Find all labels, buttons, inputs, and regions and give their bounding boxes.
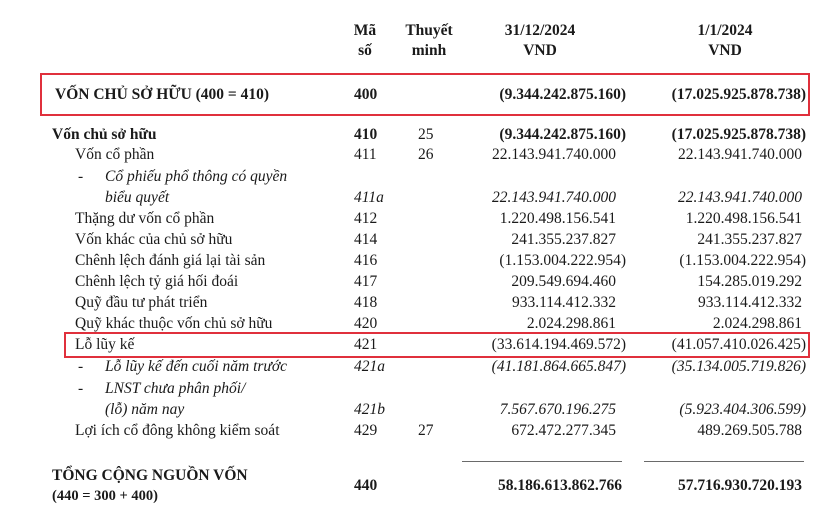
row-label-share-premium: Thặng dư vốn cổ phần [75, 210, 215, 227]
row-value-2023: 489.269.505.788 [697, 422, 802, 439]
row-label-investment-fund: Quỹ đầu tư phát triển [75, 294, 208, 311]
row-value-2024: 2.024.298.861 [526, 315, 616, 332]
row-value-2024: (1.153.004.222.954) [499, 252, 626, 269]
row-dash: - [78, 168, 84, 185]
row-label-accumulated-loss: Lỗ lũy kế [75, 336, 135, 353]
row-value-2024: (9.344.242.875.160) [499, 126, 626, 143]
row-value-2023: (5.923.404.306.599) [679, 401, 806, 418]
row-label-other-capital: Vốn khác của chủ sở hữu [75, 231, 233, 248]
row-note: 26 [418, 146, 434, 163]
row-value-2024: (33.614.194.469.572) [491, 336, 626, 353]
grand-total-code: 440 [354, 477, 378, 494]
row-label-ordinary-shares-line2: biểu quyết [105, 189, 170, 206]
row-value-2023: (1.153.004.222.954) [679, 252, 806, 269]
row-code: 411 [354, 146, 377, 163]
row-code: 414 [354, 231, 378, 248]
header-col-2024-line1: 31/12/2024 [504, 22, 576, 39]
row-value-2024: 933.114.412.332 [511, 294, 616, 311]
row-value-2024: 241.355.237.827 [511, 231, 616, 248]
header-col-2023-line1: 1/1/2024 [697, 22, 753, 39]
row-code: 429 [354, 422, 378, 439]
row-code: 420 [354, 315, 378, 332]
row-value-2024: 7.567.670.196.275 [499, 401, 616, 418]
row-label-current-year-line2: (lỗ) năm nay [105, 401, 185, 418]
row-dash: - [78, 380, 84, 397]
row-label-owners-equity: Vốn chủ sở hữu [52, 126, 157, 143]
row-value-2023: 1.220.498.156.541 [685, 210, 802, 227]
row-code: 416 [354, 252, 378, 269]
row-dash: - [78, 358, 84, 375]
row-code: 417 [354, 273, 378, 290]
row-value-2023: 22.143.941.740.000 [678, 189, 802, 206]
row-label-share-capital: Vốn cổ phần [75, 146, 155, 163]
row-value-2023: (17.025.925.878.738) [671, 126, 806, 143]
row-label-non-controlling-interest: Lợi ích cổ đông không kiểm soát [75, 422, 280, 439]
row-value-2023: 2.024.298.861 [712, 315, 802, 332]
row-value-2024: 22.143.941.740.000 [492, 146, 616, 163]
row-value-2023: 154.285.019.292 [697, 273, 802, 290]
row-value-2024: 209.549.694.460 [511, 273, 616, 290]
row-code: 410 [354, 126, 378, 143]
total-separator-2023 [644, 461, 804, 462]
row-code: 421b [354, 401, 385, 418]
row-value-2024: 672.472.277.345 [511, 422, 616, 439]
row-label-exchange-difference: Chênh lệch tỷ giá hối đoái [75, 273, 239, 290]
grand-total-label-line1: TỔNG CỘNG NGUỒN VỐN [52, 467, 248, 484]
row-code: 411a [354, 189, 384, 206]
header-col-2024-line2: VND [523, 42, 557, 59]
row-value-2024: 1.220.498.156.541 [499, 210, 616, 227]
row-note: 25 [418, 126, 434, 143]
row-label-prior-year-loss: Lỗ lũy kế đến cuối năm trước [105, 358, 288, 375]
grand-total-label-line2: (440 = 300 + 400) [52, 488, 158, 504]
grand-total-value-2024: 58.186.613.862.766 [498, 477, 622, 494]
row-label-current-year-line1: LNST chưa phân phối/ [105, 380, 246, 397]
row-value-2023: 933.114.412.332 [697, 294, 802, 311]
row-code: 418 [354, 294, 378, 311]
row-note: 27 [418, 422, 434, 439]
row-code: 412 [354, 210, 378, 227]
header-code-line2: số [358, 42, 372, 59]
row-code: 421 [354, 336, 378, 353]
grand-total-value-2023: 57.716.930.720.193 [678, 477, 802, 494]
row-value-2023: (35.134.005.719.826) [671, 358, 806, 375]
equity-total-label: VỐN CHỦ SỞ HỮU (400 = 410) [55, 86, 270, 103]
header-col-2023-line2: VND [708, 42, 742, 59]
row-label-other-funds: Quỹ khác thuộc vốn chủ sở hữu [75, 315, 273, 332]
total-separator-2024 [462, 461, 622, 462]
equity-total-code: 400 [354, 86, 378, 103]
row-label-revaluation-difference: Chênh lệch đánh giá lại tài sản [75, 252, 266, 269]
row-value-2023: 22.143.941.740.000 [678, 146, 802, 163]
row-value-2023: 241.355.237.827 [697, 231, 802, 248]
row-value-2023: (41.057.410.026.425) [671, 336, 806, 353]
equity-total-value-2024: (9.344.242.875.160) [499, 86, 626, 103]
header-code-line1: Mã [353, 22, 377, 39]
row-code: 421a [354, 358, 385, 375]
row-value-2024: 22.143.941.740.000 [492, 189, 616, 206]
header-note-line2: minh [411, 42, 447, 59]
header-note-line1: Thuyết [405, 22, 453, 39]
row-label-ordinary-shares-line1: Cổ phiếu phổ thông có quyền [105, 168, 288, 185]
equity-total-value-2023: (17.025.925.878.738) [671, 86, 806, 103]
row-value-2024: (41.181.864.665.847) [491, 358, 626, 375]
